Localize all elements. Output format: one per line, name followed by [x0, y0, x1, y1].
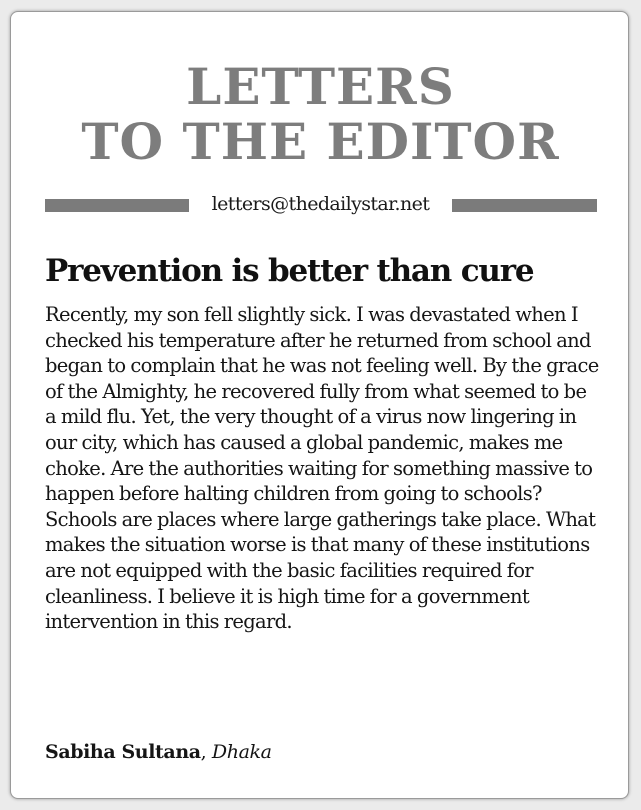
masthead-title-line1: LETTERS — [186, 57, 455, 116]
author-name: Sabiha Sultana — [45, 741, 201, 763]
masthead-title-line2: TO THE EDITOR — [81, 112, 560, 171]
letter-body: Recently, my son fell slightly sick. I was devastated when I checked his temperature after he returned from school and began to complain that he was not feeling well. By the grace of the Almighty, he recovered fully from what seemed to be a mild flu. Yet, the very thought of a virus now lingering in our city, which has caused a global pandemic, makes me choke. Are the authorities waiting for something massive to happen before halting children from going to schools? Schools are places where large gatherings take place. What makes the situation worse is that many of these institutions are not equipped with the basic facilities required for cleanliness. I believe it is high time for a government intervention in this regard. — [45, 303, 599, 634]
editor-email-link[interactable]: letters@thedailystar.net — [211, 193, 430, 215]
letter-signature — [45, 738, 272, 766]
letter-headline: Prevention is better than cure — [45, 253, 534, 289]
signature-separator: , — [200, 741, 212, 763]
author-location: Dhaka — [211, 741, 272, 763]
divider-left — [45, 199, 189, 212]
divider-right — [452, 199, 597, 212]
